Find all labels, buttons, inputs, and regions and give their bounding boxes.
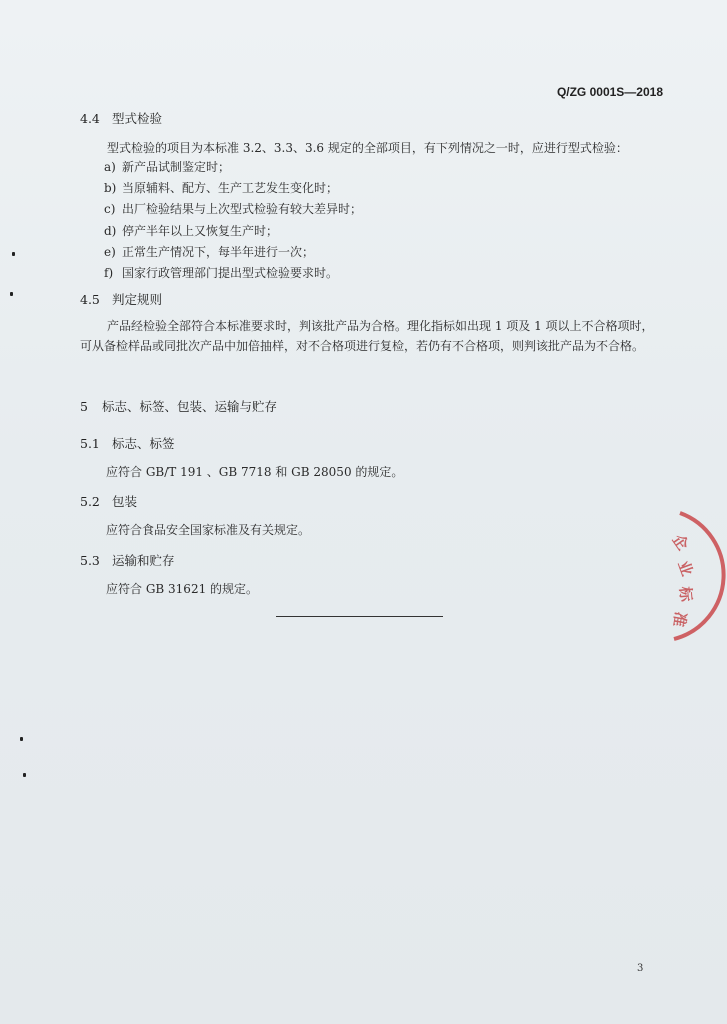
- section-title: 型式检验: [112, 111, 163, 126]
- section-4-4-intro: [80, 138, 660, 158]
- list-text: 正常生产情况下，每半年进行一次；: [122, 244, 315, 259]
- section-number: 5.1: [80, 436, 100, 451]
- section-4-5-body: [80, 316, 660, 356]
- svg-text:标: 标: [676, 585, 696, 603]
- page-number: 3: [637, 963, 644, 974]
- section-number: 5.3: [80, 553, 100, 568]
- section-title: 标志、标签: [112, 436, 175, 451]
- section-4-5-heading: [80, 290, 162, 308]
- list-marker: f): [104, 266, 114, 281]
- section-5-3-body: 应符合 GB 31621 的规定。: [106, 582, 259, 596]
- scan-speck: [12, 252, 15, 256]
- scan-speck: [20, 737, 23, 741]
- document-code: Q/ZG 0001S—2018: [556, 85, 663, 99]
- section-title: 包装: [112, 494, 138, 509]
- list-text: 国家行政管理部门提出型式检验要求时。: [122, 266, 339, 281]
- list-marker: c): [104, 202, 116, 217]
- list-marker: a): [104, 160, 116, 174]
- type-test-conditions-list: [104, 157, 362, 284]
- section-title: 判定规则: [112, 292, 163, 307]
- end-of-document-rule: [276, 616, 443, 617]
- section-5-2-body: 应符合食品安全国家标准及有关规定。: [106, 523, 311, 537]
- body-text: 产品经检验全部符合本标准要求时，判该批产品为合格。理化指标如出现 1 项及 1 项以上不合格项时，可从备检样品或同批次产品中加倍抽样，对不合格项进行复检，若仍有不合格项，则判该批产品为不合格。: [80, 319, 654, 353]
- list-item: [104, 242, 362, 263]
- list-marker: e): [104, 244, 116, 259]
- scan-speck: [10, 292, 13, 296]
- list-item: [104, 178, 362, 199]
- section-5-1-heading: [80, 434, 175, 452]
- list-text: 当原辅料、配方、生产工艺发生变化时；: [122, 181, 339, 196]
- svg-text:业: 业: [674, 558, 697, 579]
- section-5-1-body: 应符合 GB/T 191 、GB 7718 和 GB 28050 的规定。: [106, 465, 404, 479]
- company-seal-stamp: [640, 505, 727, 645]
- list-marker: d): [104, 223, 117, 238]
- scan-speck: [23, 773, 26, 777]
- section-number: 4.5: [80, 292, 100, 307]
- section-5-2-heading: [80, 492, 137, 510]
- list-item: [104, 157, 362, 178]
- list-item: [104, 221, 362, 242]
- list-text: 新产品试制鉴定时；: [122, 160, 231, 174]
- list-item: [104, 263, 362, 284]
- intro-text: 型式检验的项目为本标准 3.2、3.3、3.6 规定的全部项目，有下列情况之一时，应进行型式检验：: [107, 141, 628, 155]
- section-number: 5.2: [80, 494, 100, 509]
- section-title: 运输和贮存: [112, 553, 175, 568]
- list-text: 停产半年以上又恢复生产时；: [122, 223, 279, 238]
- section-number: 5: [80, 399, 88, 414]
- section-4-4-heading: [80, 109, 162, 127]
- svg-text:准: 准: [669, 610, 690, 629]
- list-text: 出厂检验结果与上次型式检验有较大差异时；: [122, 202, 363, 217]
- svg-text:企: 企: [668, 530, 693, 554]
- list-marker: b): [104, 181, 117, 196]
- list-item: [104, 199, 362, 220]
- section-5-heading: [80, 397, 277, 415]
- section-title: 标志、标签、包装、运输与贮存: [102, 399, 278, 414]
- section-number: 4.4: [80, 111, 100, 126]
- section-5-3-heading: [80, 551, 175, 569]
